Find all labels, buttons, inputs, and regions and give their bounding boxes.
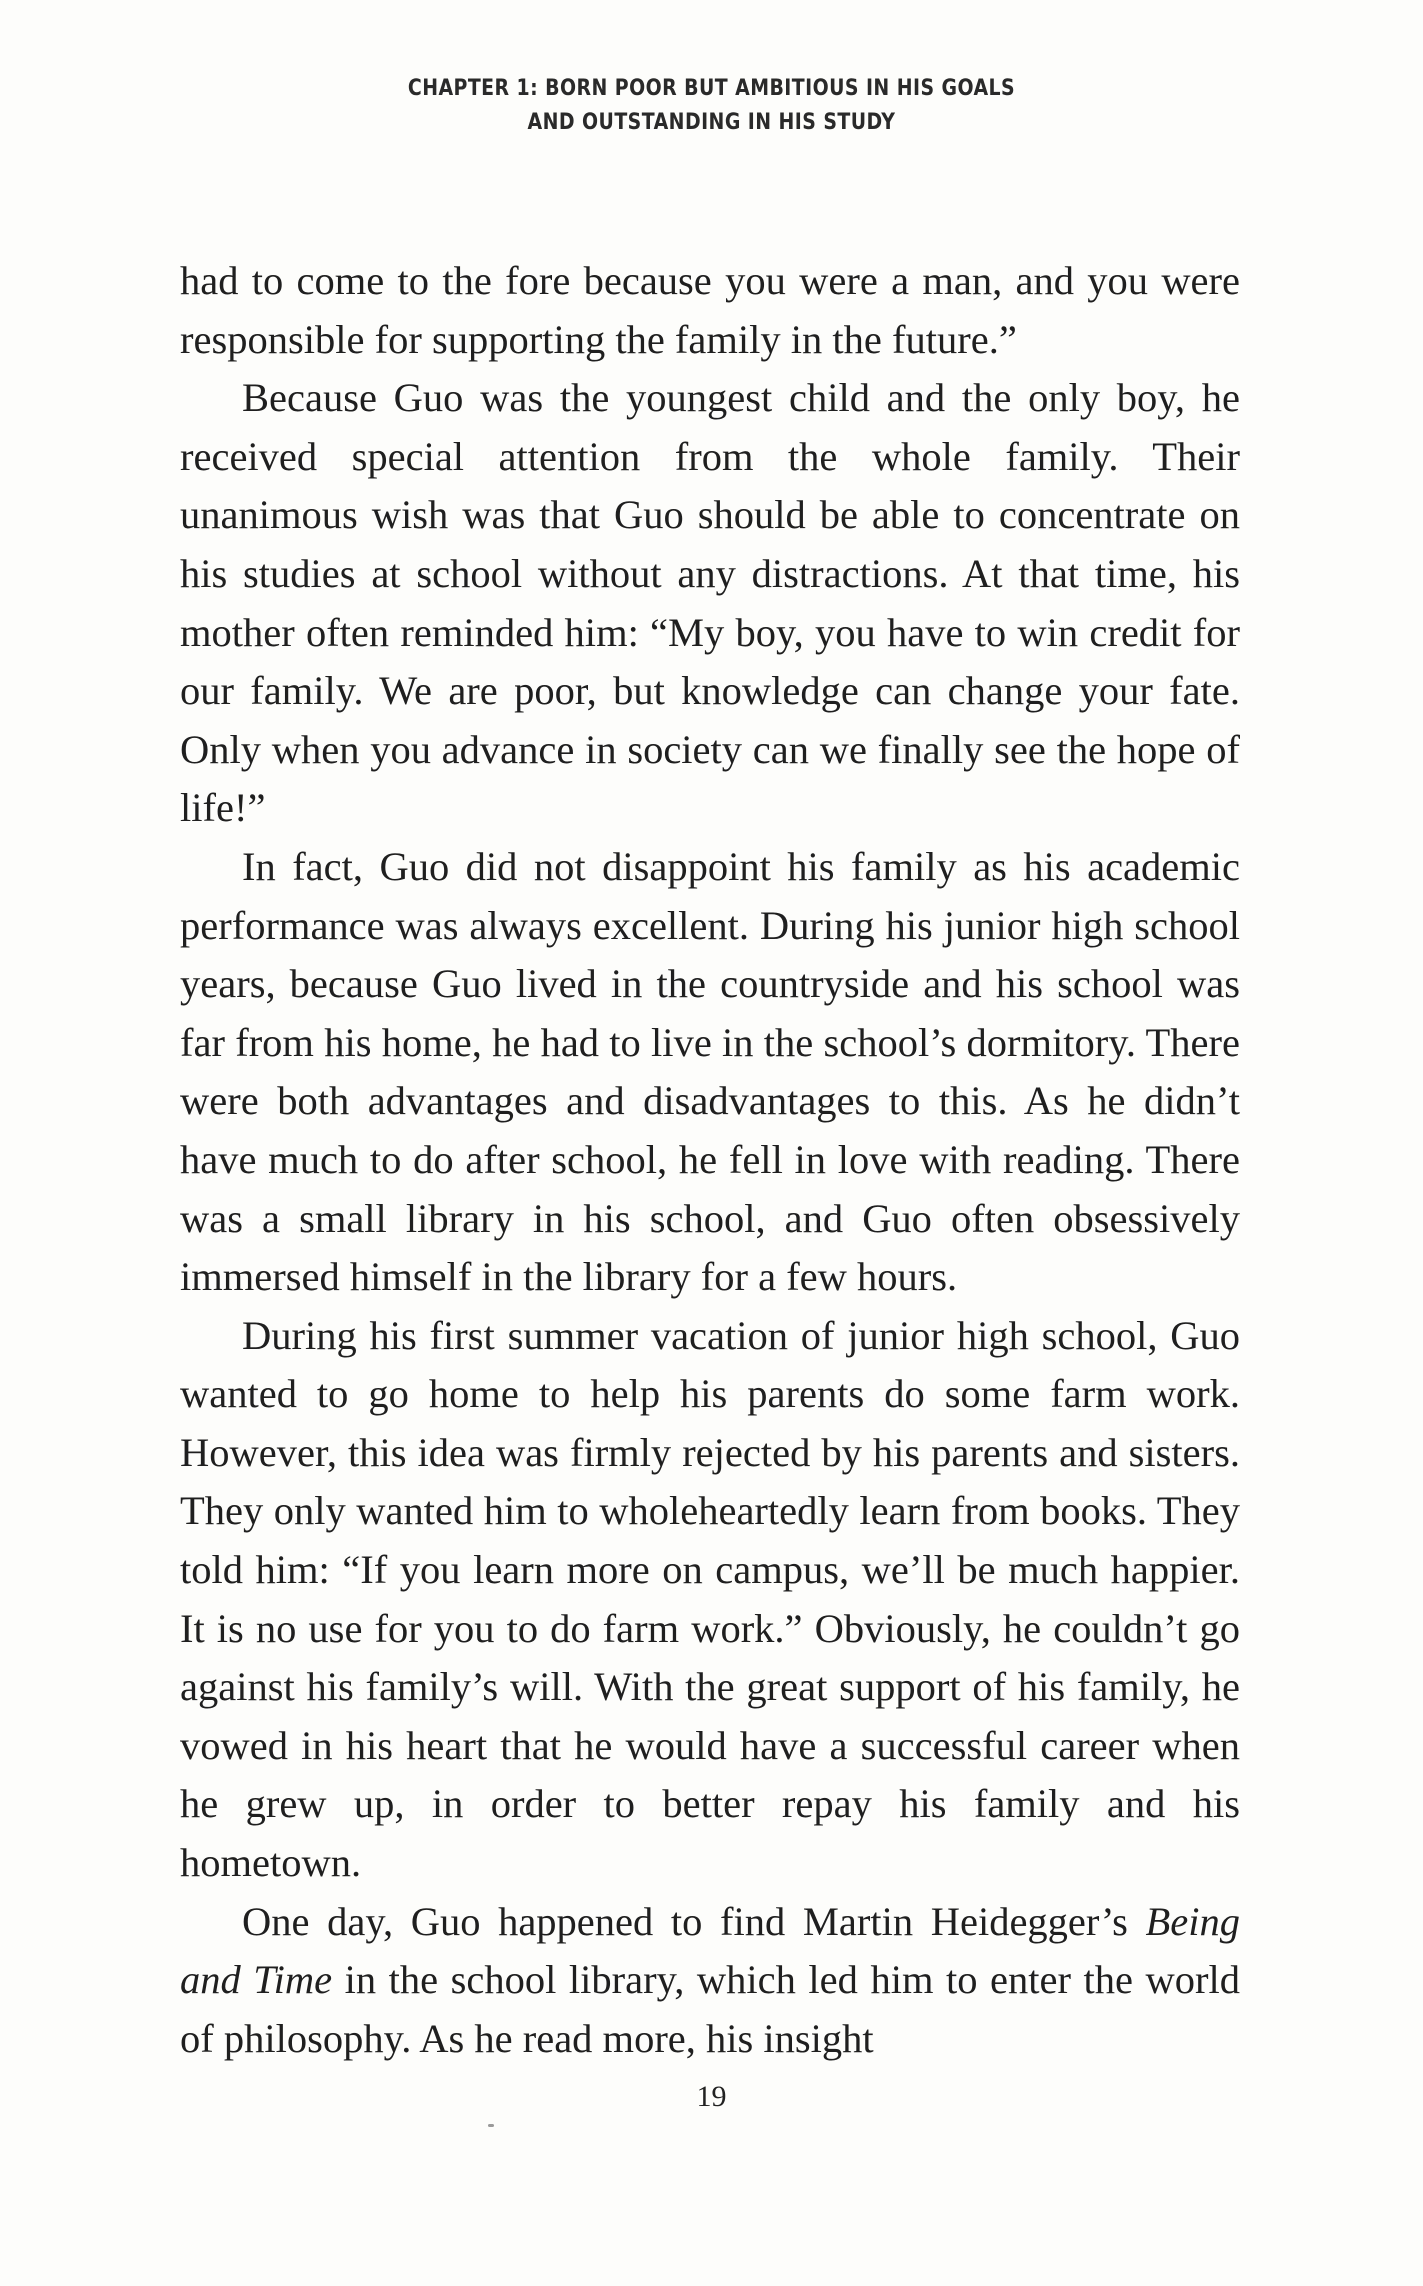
paragraph-summer-vacation: During his first summer vacation of junior high school, Guo wanted to go home to help his parents do some farm work. However, this idea was firmly rejected by his parents and sisters. They only wanted him to wholeheartedly learn from books. They told him: “If you learn more on campus, we’ll be much happier. It is no use for you to do farm work.” Obviously, he couldn’t go against his family’s will. With the great support of his family, he vowed in his heart that he would have a successful career when he grew up, in order to better repay his family and his hometown. xyxy=(180,1312,1240,1886)
paragraph-heidegger xyxy=(180,1893,1240,2069)
running-header-line-1: CHAPTER 1: BORN POOR BUT AMBITIOUS IN HIS GOALS xyxy=(407,76,1016,101)
scan-speck xyxy=(488,2124,494,2127)
paragraph-youngest-child: Because Guo was the youngest child and the only boy, he received special attention from the whole family. Their unanimous wish was that Guo should be able to concentrate on his studies at school without any distractions. At that time, his mother often reminded him: “My boy, you have to win credit for our family. We are poor, but knowledge can change your fate. Only when you advance in society can we finally see the hope of life!” xyxy=(180,375,1240,831)
paragraph-academic-performance: In fact, Guo did not disappoint his family as his academic performance was always excellent. During his junior high school years, because Guo lived in the countryside and his school was far from his home, he had to live in the school’s dormitory. There were both advantages and disadvantages to this. As he didn’t have much to do after school, he fell in love with reading. There was a small library in his school, and Guo often obsessively immersed himself in the library for a few hours. xyxy=(180,843,1240,1300)
running-header-line-2: AND OUTSTANDING IN HIS STUDY xyxy=(527,110,896,135)
body-text xyxy=(180,252,1240,2068)
paragraph-heidegger-before: One day, Guo happened to find Martin Heidegger’s xyxy=(242,1898,1146,1944)
book-title: Being and Time xyxy=(180,1898,1240,2003)
page-number: 19 xyxy=(696,2080,727,2113)
paragraph-heidegger-after: in the school library, which led him to enter the world of philosophy. As he read more, his insight xyxy=(180,1957,1240,2061)
running-header xyxy=(100,72,1324,140)
paragraph-continuation: had to come to the fore because you were a man, and you were responsible for supporting the family in the future.” xyxy=(180,258,1240,362)
